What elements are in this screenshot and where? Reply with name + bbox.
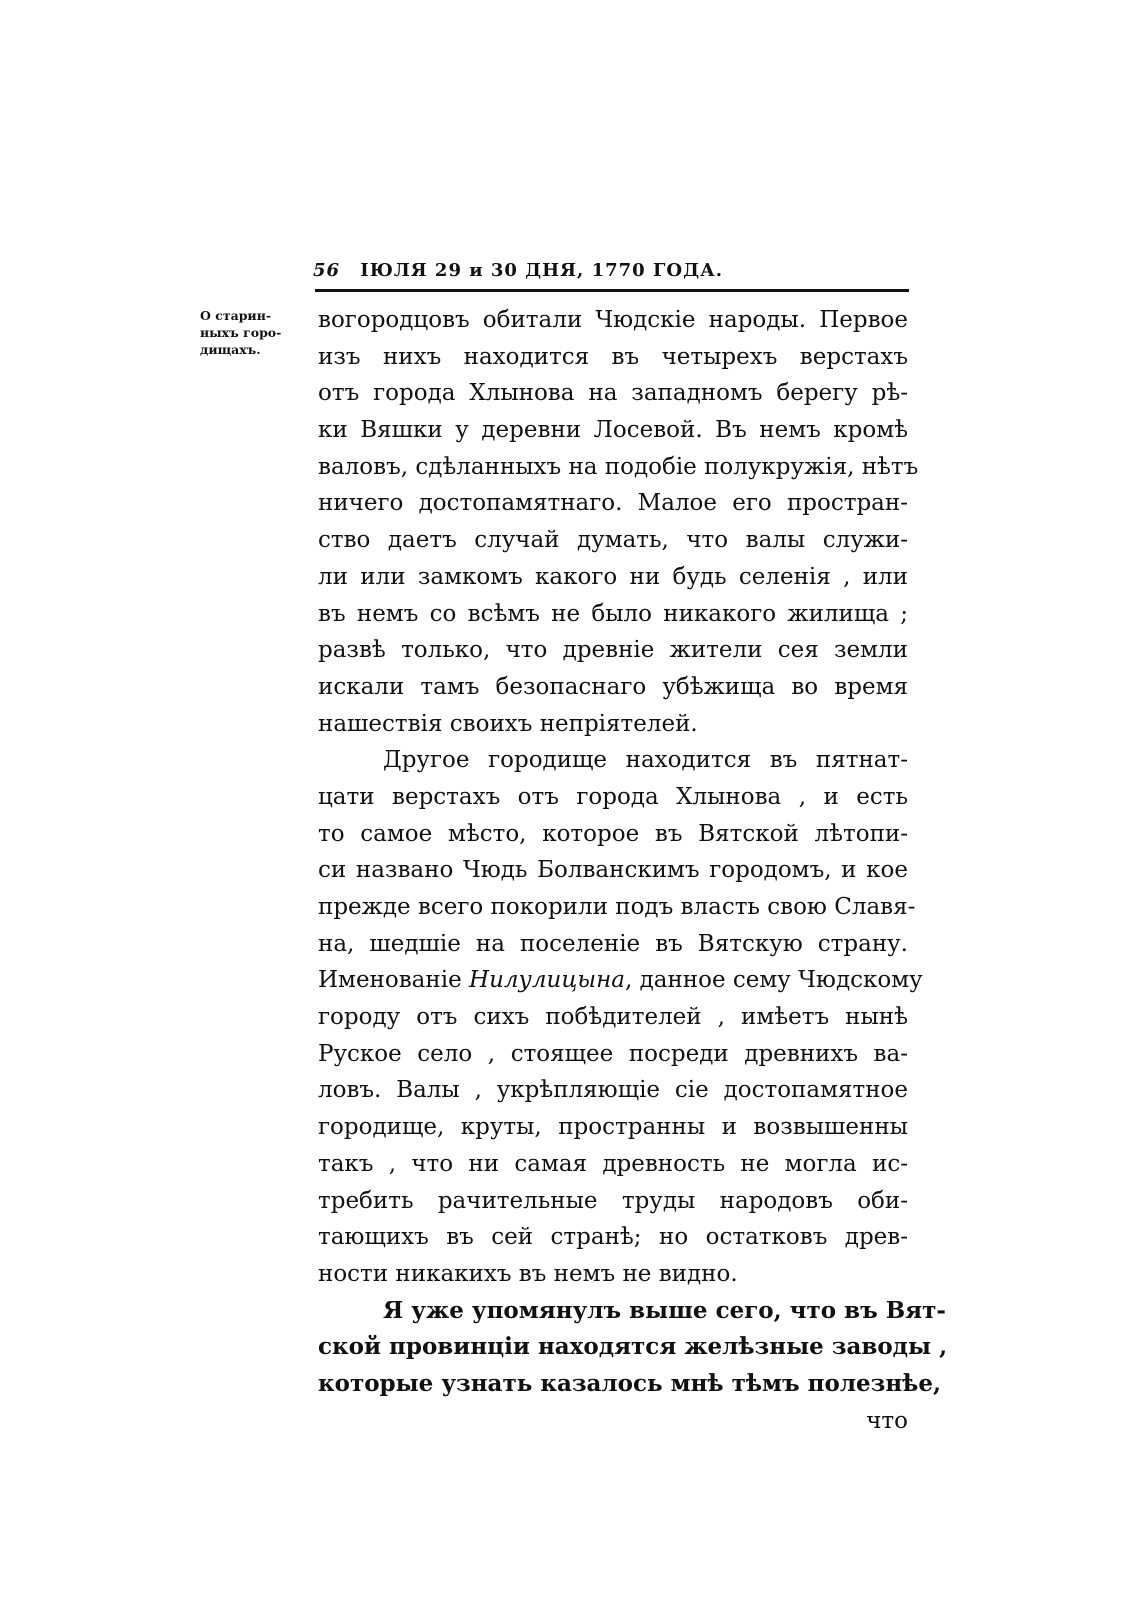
text-line: прежде всего покорили подъ власть свою Славя- — [318, 894, 916, 920]
text-line: то самое мѣсто, которое въ Вятской лѣтопи- — [318, 820, 908, 847]
text-line: искали тамъ безопаснаго убѣжища во время — [318, 673, 908, 700]
text-line: ничего достопамятнаго. Малое его простран- — [318, 490, 908, 517]
text-line: ство даетъ случай думать, что валы служи- — [318, 527, 908, 554]
paragraph-3 — [318, 1293, 948, 1403]
text-line: цати верстахъ отъ города Хлынова , и есть — [318, 783, 908, 810]
text-line: тающихъ въ сей странѣ; но остатковъ древ- — [318, 1224, 908, 1251]
text-line: городище, круты, пространны и возвышенны — [318, 1114, 908, 1141]
header-rule — [315, 289, 909, 292]
text-line: ской провинціи находятся желѣзные заводы , — [318, 1333, 948, 1361]
text-line: на, шедшіе на поселеніе въ Вятскую страну. — [318, 930, 908, 957]
text-line: Другое городище находится въ пятнат- — [383, 747, 908, 774]
running-head — [313, 260, 913, 281]
margin-note-line: О старин- — [200, 308, 272, 323]
text-line: нашествія своихъ непріятелей. — [318, 710, 698, 737]
text-line: ности никакихъ въ немъ не видно. — [318, 1260, 738, 1287]
text-line: требить рачительные труды народовъ оби- — [318, 1187, 908, 1214]
text-line: ли или замкомъ какого ни будь селенія , или — [318, 563, 908, 590]
text-line: ки Вяшки у деревни Лосевой. Въ немъ кромѣ — [318, 417, 908, 444]
text-segment: , данное сему Чюдскому — [624, 967, 923, 994]
running-title: ІЮЛЯ 29 и 30 ДНЯ, 1770 ГОДА. — [360, 260, 723, 281]
text-line: городу отъ сихъ побѣдителей , имѣетъ нынѣ — [318, 1004, 908, 1031]
page-number: 56 — [313, 260, 341, 281]
text-line: которые узнать казалось мнѣ тѣмъ полезнѣе, — [318, 1369, 941, 1397]
text-line: ловъ. Валы , укрѣпляющіе сіе достопамятное — [318, 1077, 908, 1104]
text-line: вогородцовъ обитали Чюдскіе народы. Первое — [318, 307, 908, 333]
text-line: изъ нихъ находится въ четырехъ верстахъ — [318, 343, 908, 370]
italic-name: Нилулицына — [469, 967, 625, 994]
margin-note — [200, 307, 308, 358]
text-line: си названо Чюдь Болванскимъ городомъ, и кое — [318, 857, 908, 884]
body-text — [318, 302, 948, 1439]
text-segment: Именованіе — [318, 967, 470, 994]
text-line — [318, 962, 923, 999]
text-line: Руское село , стоящее посреди древнихъ ва- — [318, 1040, 908, 1067]
text-line: развѣ только, что древніе жители сея земли — [318, 637, 908, 664]
margin-note-line: дищахъ. — [200, 342, 261, 357]
text-line: отъ города Хлынова на западномъ берегу рѣ- — [318, 380, 908, 407]
text-line: въ немъ со всѣмъ не было никакого жилища ; — [318, 600, 908, 627]
margin-note-line: ныхъ горо- — [200, 325, 282, 340]
text-line: такъ , что ни самая древность не могла ис- — [318, 1150, 908, 1177]
text-line: Я уже упомянулъ выше сего, что въ Вят- — [383, 1296, 946, 1324]
paragraph-1 — [318, 302, 919, 742]
catchword: что — [866, 1407, 908, 1434]
text-line: валовъ, сдѣланныхъ на подобіе полукружія, нѣтъ — [318, 453, 919, 480]
paragraph-2 — [318, 742, 923, 1292]
